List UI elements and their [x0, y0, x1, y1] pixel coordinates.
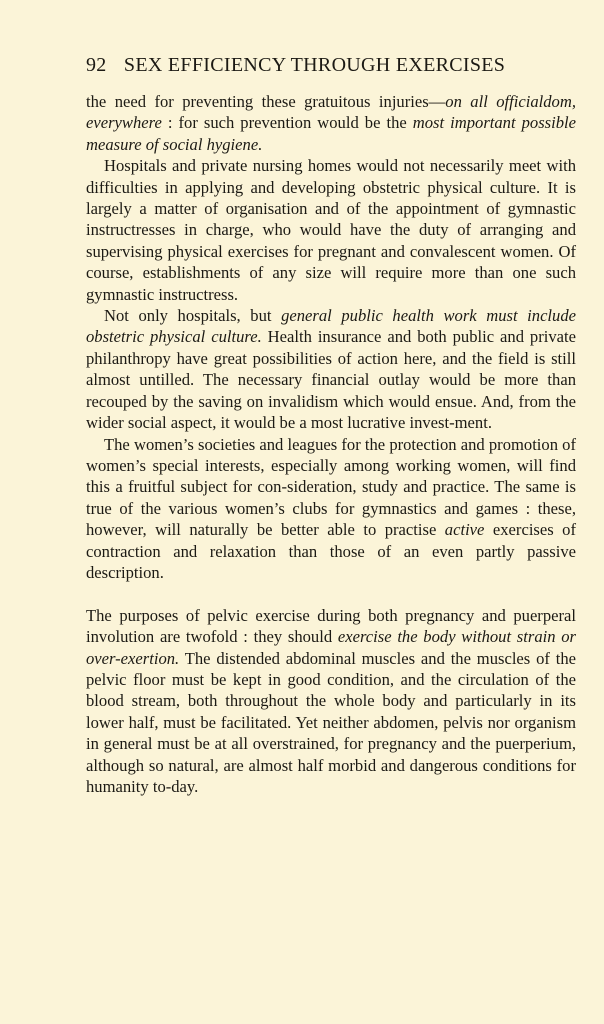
paragraph-1 [86, 91, 576, 155]
text-run: : for such prevention would be the [161, 113, 413, 133]
paragraph-5 [86, 605, 576, 798]
text-run: Health insurance and both public and private philanthropy have great possibilities of action here, and the field is still almost untilled. The necessary financial outlay would be more than recouped by the saving on invalidism which would ensue. And, from the wider social aspect, it would be a most lucrative invest-ment. [86, 327, 576, 433]
page-header [86, 54, 546, 80]
text-run: exercises of contraction and relaxation than those of an even partly passive description. [86, 520, 577, 582]
paragraph-3 [86, 305, 576, 433]
text-run: The women’s societies and leagues for the protection and promotion of women’s special interests, especially among working women, will find this a fruitful subject for con-sideration, study and practice. The same is true of the various women’s clubs for gymnastics and games : these, however, will naturally be better able to practise [86, 434, 576, 540]
text-run: Not only hospitals, but [104, 306, 282, 326]
body-text [86, 91, 576, 797]
running-title: SEX EFFICIENCY THROUGH EXERCISES [123, 54, 506, 76]
emphasis-run: active [444, 520, 485, 540]
emphasis-run: most important possible measure of social hygiene. [86, 113, 576, 154]
page-number: 92 [86, 54, 107, 76]
text-run: The purposes of pelvic exercise during both pregnancy and puerperal involution are twofold : they should [86, 605, 576, 647]
paragraph-4 [86, 434, 576, 584]
emphasis-run: general public health work must include obstetric physical culture. [86, 306, 577, 347]
emphasis-run: on all officialdom, everywhere [86, 92, 576, 133]
emphasis-run: exercise the body without strain or over-exertion. [86, 627, 576, 668]
paragraph-2 [86, 155, 576, 305]
text-run: Hospitals and private nursing homes would not necessarily meet with difficulties in applying and developing obstetric physical culture. It is largely a matter of organisation and of the appointment of gymnastic instructresses in charge, who would have the duty of arranging and supervising physical exercises for pregnant and convalescent women. Of course, establishments of any size will require more than one such gymnastic instructress. [86, 156, 576, 304]
text-run: the need for preventing these gratuitous injuries— [86, 92, 446, 111]
text-run: The distended abdominal muscles and the muscles of the pelvic floor must be kept in good condition, and the circulation of the blood stream, both throughout the whole body and particularly in its lower half, must be facilitated. Yet neither abdomen, pelvis nor organism in general must be at all overstrained, for pregnancy and the puerperium, although so natural, are almost half morbid and dangerous conditions for humanity to-day. [86, 648, 576, 796]
